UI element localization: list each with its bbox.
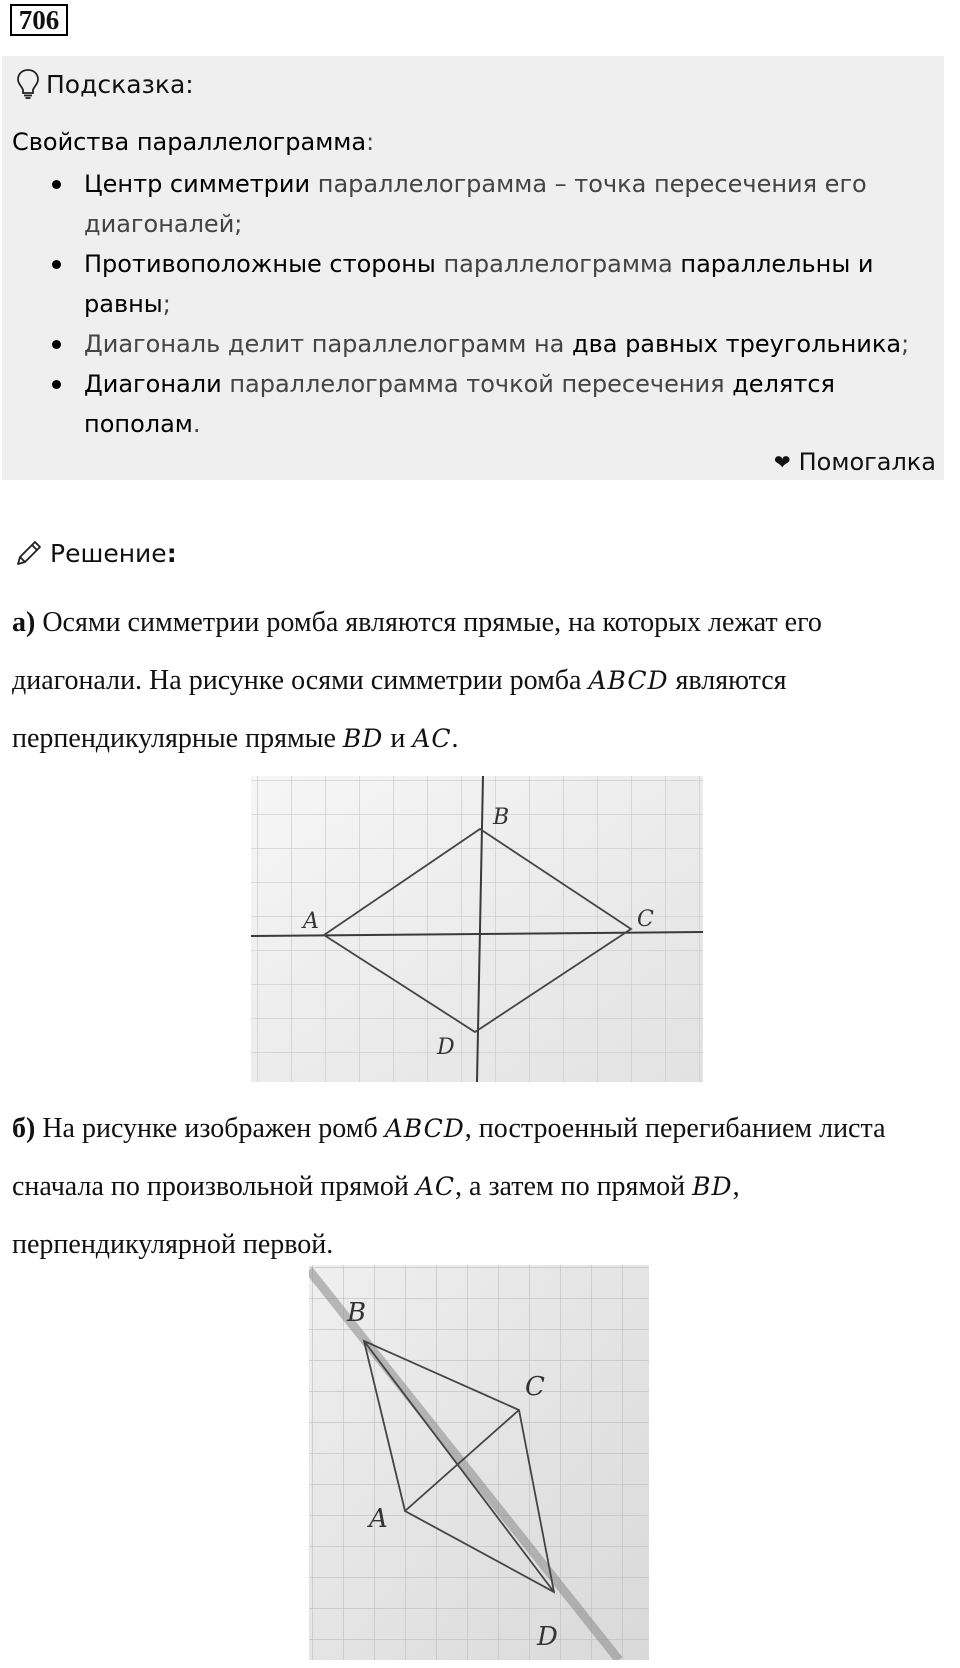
- hint-header: [16, 68, 194, 100]
- hint-header-label: Подсказка:: [46, 69, 194, 99]
- hint-list-item: Диагональ делит параллелограмм на два равных треугольника;: [2, 324, 942, 364]
- label-b: B: [347, 1298, 367, 1328]
- label-c: C: [525, 1372, 545, 1402]
- pencil-icon: [14, 538, 44, 568]
- figure-b-rhombus: [309, 1265, 649, 1660]
- solution-part-a: а) Осями симметрии ромба являются прямые, на которых лежат его диагонали. На рисунке осями симметрии ромба ABCD являются перпендикулярные прямые BD и AC.: [12, 607, 822, 754]
- hint-list-item: Противоположные стороны параллелограмма параллельны и равны;: [2, 244, 942, 324]
- label-d: D: [437, 1035, 455, 1060]
- brand-label: Помогалка: [798, 448, 936, 476]
- solution-header-label: Решение:: [50, 538, 177, 568]
- label-a: A: [369, 1504, 388, 1534]
- label-a: A: [303, 909, 319, 934]
- heart-icon: ❤: [773, 450, 791, 474]
- hint-title: Свойства параллелограмма:: [12, 128, 375, 156]
- hint-list-item: Центр симметрии параллелограмма – точка пересечения его диагоналей;: [2, 164, 942, 244]
- task-number: 706: [10, 4, 68, 36]
- label-b: B: [493, 805, 510, 830]
- hint-list-item: Диагонали параллелограмма точкой пересечения делятся пополам.: [2, 364, 942, 444]
- hint-list: [2, 164, 942, 444]
- solution-header: [14, 538, 177, 568]
- hint-box: [2, 56, 944, 480]
- label-d: D: [537, 1622, 558, 1652]
- solution-part-b: б) На рисунке изображен ромб ABCD, построенный перегибанием листа сначала по произвольной прямой AC, а затем по прямой BD, перпендикулярной первой.: [12, 1113, 886, 1260]
- lightbulb-icon: [16, 68, 40, 100]
- figure-a-rhombus: [251, 776, 703, 1082]
- brand-link[interactable]: [774, 448, 936, 476]
- label-c: C: [637, 907, 654, 932]
